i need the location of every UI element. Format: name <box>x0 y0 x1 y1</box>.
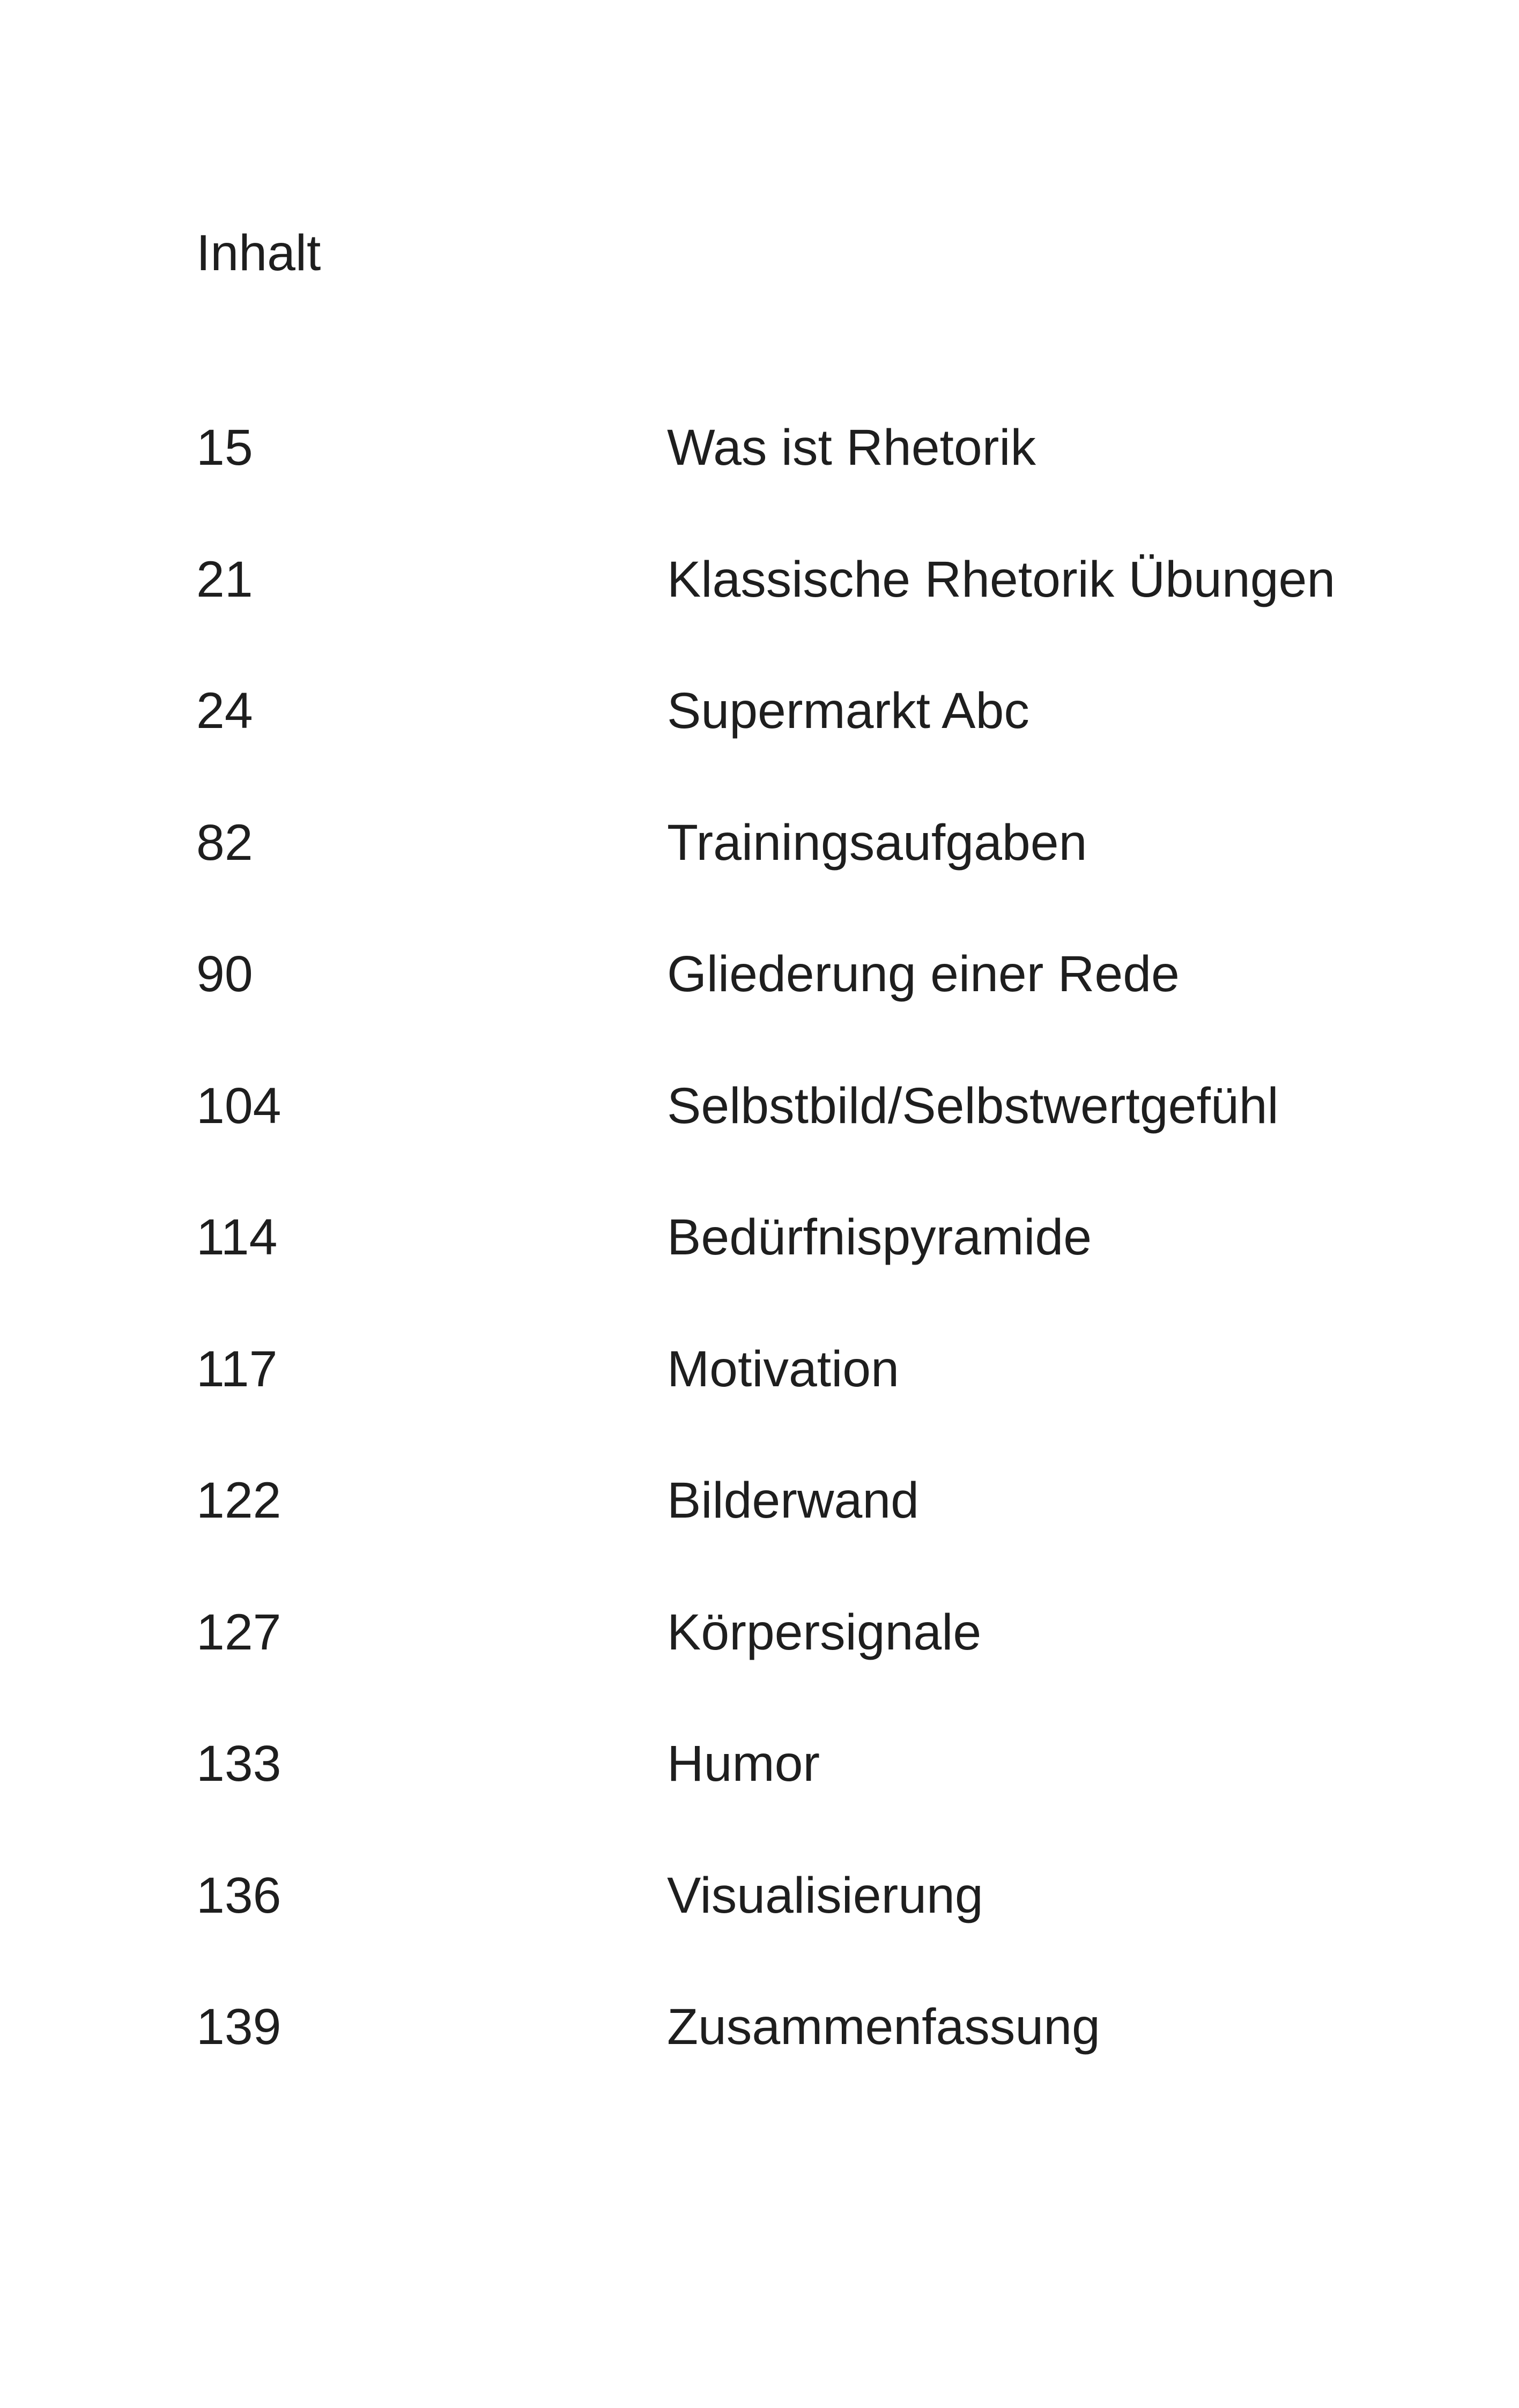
toc-entry <box>196 942 1335 1074</box>
toc-entry-label: Selbstbild/Selbstwertgefühl <box>667 1077 1279 1134</box>
toc-entry <box>196 679 1335 811</box>
toc-entry-label: Zusammenfassung <box>667 1998 1100 2055</box>
toc-entry <box>196 1337 1335 1469</box>
toc-entry <box>196 811 1335 942</box>
toc-entry <box>196 1205 1335 1337</box>
toc-entry-label: Motivation <box>667 1340 899 1398</box>
toc-page-number: 117 <box>196 1340 278 1398</box>
toc-entry-label: Visualisierung <box>667 1867 983 1924</box>
toc-page-number: 139 <box>196 1998 281 2055</box>
toc-page-number: 114 <box>196 1209 278 1266</box>
toc-entry <box>196 1863 1335 1995</box>
toc-entry <box>196 547 1335 679</box>
toc-page-number: 90 <box>196 946 253 1002</box>
toc-entry <box>196 1600 1335 1732</box>
toc-entry-label: Humor <box>667 1735 820 1792</box>
toc-entry-label: Was ist Rhetorik <box>667 419 1036 476</box>
toc-entry <box>196 1074 1335 1206</box>
toc-page-number: 15 <box>196 419 253 476</box>
toc-list <box>196 415 1335 2127</box>
toc-page-number: 136 <box>196 1867 281 1924</box>
toc-entry-label: Bedürfnispyramide <box>667 1209 1092 1266</box>
toc-entry-label: Supermarkt Abc <box>667 682 1029 739</box>
toc-page-number: 21 <box>196 551 253 608</box>
toc-page-number: 24 <box>196 682 253 739</box>
toc-page-number: 133 <box>196 1735 281 1792</box>
toc-entry-label: Körpersignale <box>667 1603 982 1661</box>
toc-title: Inhalt <box>196 225 321 281</box>
toc-page-number: 122 <box>196 1472 281 1529</box>
toc-entry <box>196 415 1335 547</box>
toc-page-number: 127 <box>196 1603 281 1661</box>
toc-entry <box>196 1468 1335 1600</box>
toc-entry <box>196 1995 1335 2127</box>
toc-entry-label: Bilderwand <box>667 1472 919 1529</box>
toc-entry <box>196 1731 1335 1863</box>
toc-entry-label: Klassische Rhetorik Übungen <box>667 551 1336 608</box>
toc-page-number: 82 <box>196 814 253 871</box>
toc-entry-label: Gliederung einer Rede <box>667 946 1180 1002</box>
toc-entry-label: Trainingsaufgaben <box>667 814 1087 871</box>
toc-page-number: 104 <box>196 1077 281 1134</box>
